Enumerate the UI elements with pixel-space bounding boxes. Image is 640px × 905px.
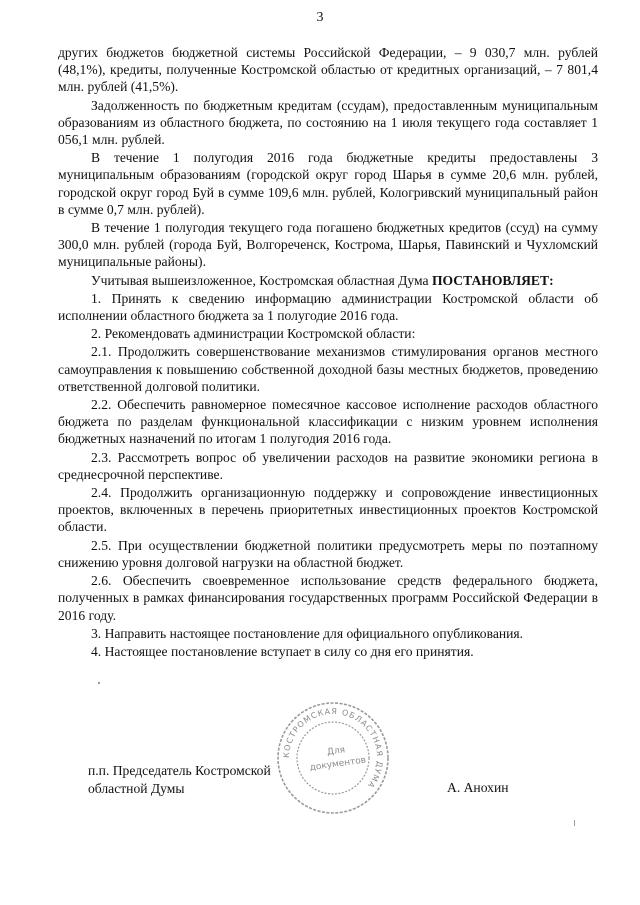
signatory-title-line1: п.п. Председатель Костромской (88, 763, 271, 778)
stamp-ring-text: КОСТРОМСКАЯ ОБЛАСТНАЯ ДУМА (281, 706, 385, 791)
official-stamp (275, 700, 391, 816)
paragraph (58, 484, 598, 536)
paragraph (58, 149, 598, 218)
paragraph-text: 3. Направить настоящее постановление для официального опубликования. (91, 625, 524, 641)
paragraph-text: Учитывая вышеизложенное, Костромская областная Дума (91, 272, 432, 288)
paragraph (58, 44, 598, 96)
paragraph-text: В течение 1 полугодия текущего года погашено бюджетных кредитов (ссуд) на сумму 300,0 млн. рублей (города Буй, Волгореченск, Кострома, Шарья, Павинский и Чухломский муниципальные районы). (58, 220, 598, 270)
signatory-name: А. Анохин (447, 780, 509, 795)
paragraph (58, 325, 598, 342)
paragraph (58, 219, 598, 271)
stamp-center-line1: Для (326, 745, 346, 758)
paragraph (58, 449, 598, 483)
paragraph-text: 2.2. Обеспечить равномерное помесячное кассовое исполнение расходов областного бюджета по разделам функциональной классификации с низким уровнем исполнения бюджетных назначений по итогам 1 полугодия 2016 года. (58, 397, 598, 447)
scan-speck (574, 820, 575, 826)
paragraph (58, 290, 598, 324)
paragraph (58, 343, 598, 395)
resolution-keyword: ПОСТАНОВЛЯЕТ: (431, 272, 554, 288)
paragraph-text: 1. Принять к сведению информацию администрации Костромской области об исполнении областного бюджета за 1 полугодие 2016 года. (58, 290, 598, 324)
page-number: 3 (316, 10, 324, 25)
stamp-center-line2: документов (309, 755, 367, 774)
paragraph-text: 2.5. При осуществлении бюджетной политики предусмотреть меры по поэтапному снижению уровня долговой нагрузки на областной бюджет. (58, 537, 598, 570)
paragraph-text: Задолженность по бюджетным кредитам (ссудам), предоставленным муниципальным образованиям из областного бюджета, по состоянию на 1 июля текущего года составляет 1 056,1 млн. рублей. (58, 97, 598, 148)
paragraph (58, 572, 598, 624)
paragraph (58, 643, 598, 660)
paragraph (58, 396, 598, 448)
paragraph-text: 2.1. Продолжить совершенствование механизмов стимулирования органов местного самоуправления к повышению собственной доходной базы местных бюджетов, проведению ответственной долговой политики. (58, 344, 598, 394)
paragraph (58, 272, 598, 289)
signatory-title (88, 762, 271, 798)
paragraph-text: 2.3. Рассмотреть вопрос об увеличении расходов на развитие экономики региона в среднесрочной перспективе. (58, 449, 598, 482)
paragraph (58, 625, 598, 642)
document-body (58, 44, 598, 660)
paragraph (58, 97, 598, 149)
scan-speck (98, 682, 100, 684)
paragraph-text: 2.6. Обеспечить своевременное использование средств федерального бюджета, полученных в рамках финансирования государственных программ Российской Федерации в 2016 году. (58, 573, 598, 623)
paragraph-text: 2. Рекомендовать администрации Костромской области: (91, 326, 416, 342)
paragraph-text: других бюджетов бюджетной системы Российской Федерации, – 9 030,7 млн. рублей (48,1%), кредиты, полученные Костромской областью от кредитных организаций, – 7 801,4 млн. рублей (41,5%). (58, 45, 598, 95)
signatory-title-line2: областной Думы (88, 781, 185, 796)
paragraph-text: В течение 1 полугодия 2016 года бюджетные кредиты предоставлены 3 муниципальным образованиям (городской округ город Шарья в сумме 20,6 млн. рублей, городской округ город Буй в сумме 109,6 млн. рублей, Кологривский муниципальный район в сумме 0,7 млн. рублей). (58, 150, 598, 217)
paragraph-text: 4. Настоящее постановление вступает в силу со дня его принятия. (91, 643, 474, 659)
paragraph (58, 537, 598, 571)
paragraph-text: 2.4. Продолжить организационную поддержку и сопровождение инвестиционных проектов, включенных в перечень приоритетных инвестиционных проектов Костромской области. (58, 485, 598, 535)
